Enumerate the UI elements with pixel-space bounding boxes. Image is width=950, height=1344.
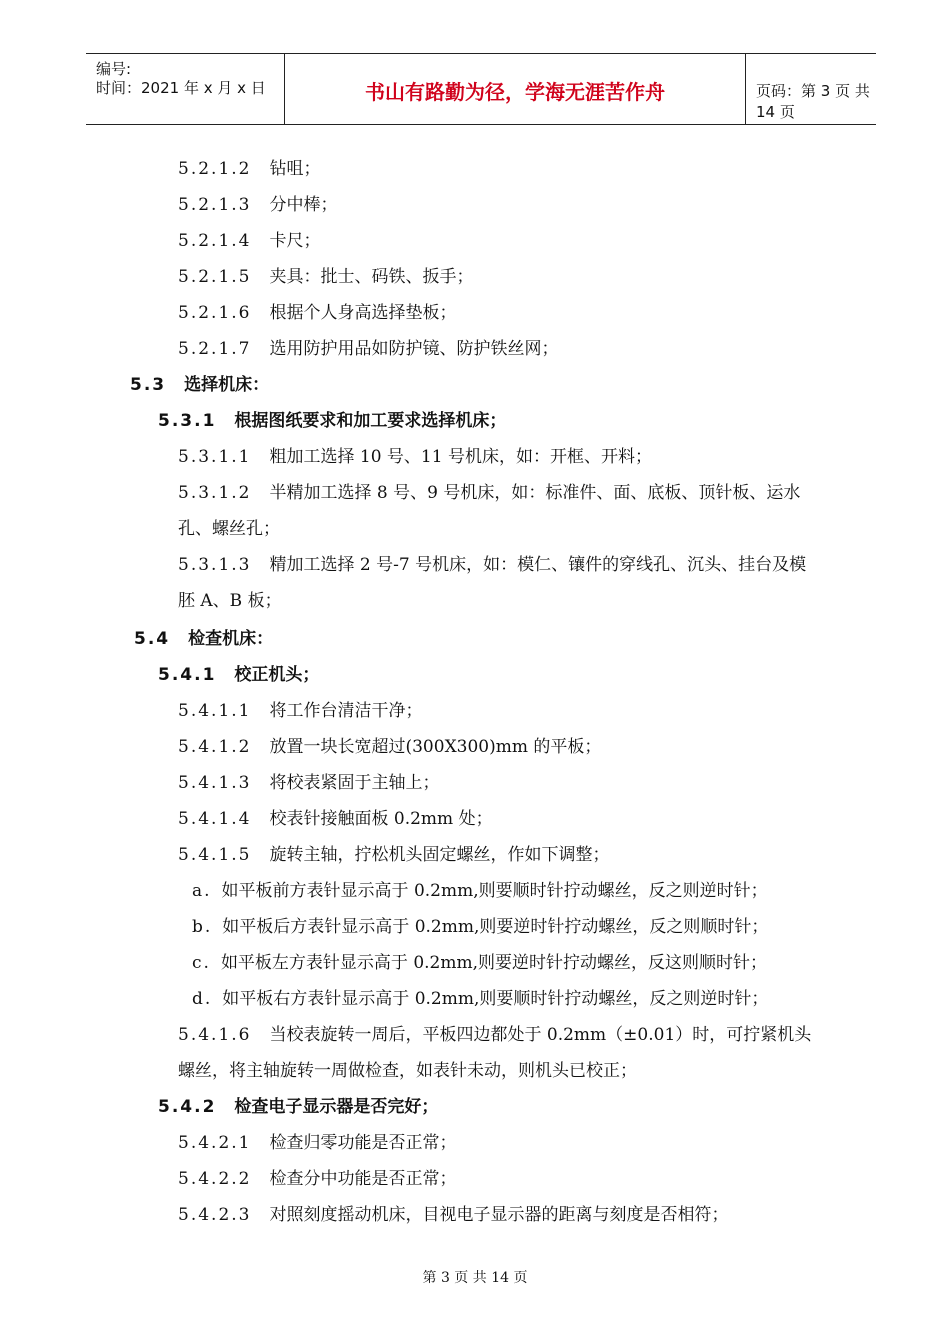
header-motto-cell [284,54,746,124]
list-item-continued: 孔、螺丝孔； [178,519,280,539]
list-item: 5.3.1.3 精加工选择 2 号-7 号机床，如：模仁、镶件的穿线孔、沉头、挂台及模 [178,555,807,575]
time-label: 时间：2021 年 x 月 x 日 [96,79,266,97]
header-meta-cell [86,54,284,124]
list-item: 5.4.1.1 将工作台清洁干净； [178,701,423,721]
list-item: 5.3.1.2 半精加工选择 8 号、9 号机床，如：标准件、面、底板、顶针板、运水 [178,483,801,503]
list-item: 5.2.1.3 分中棒； [178,195,338,215]
subsection-heading: 5.3.1 根据图纸要求和加工要求选择机床； [158,411,507,431]
sub-list-item: b. 如平板后方表针显示高于 0.2mm,则要逆时针拧动螺丝，反之则顺时针； [192,917,769,937]
subsection-heading: 5.4.2 检查电子显示器是否完好； [158,1097,439,1117]
list-item: 5.2.1.4 卡尺； [178,231,321,251]
list-item: 5.4.2.1 检查归零功能是否正常； [178,1133,457,1153]
motto: 书山有路勤为径，学海无涯苦作舟 [365,80,665,104]
list-item-continued: 胚 A、B 板； [178,591,282,611]
section-heading: 5.3 选择机床： [130,375,270,395]
list-item: 5.4.1.6 当校表旋转一周后，平板四边都处于 0.2mm（±0.01）时，可拧紧机头 [178,1025,812,1045]
list-item: 5.2.1.7 选用防护用品如防护镜、防护铁丝网； [178,339,559,359]
page-footer: 第 3 页 共 14 页 [422,1270,528,1286]
list-item: 5.2.1.5 夹具：批士、码铁、扳手； [178,267,474,287]
sub-list-item: a. 如平板前方表针显示高于 0.2mm,则要顺时针拧动螺丝，反之则逆时针； [192,881,768,901]
list-item: 5.3.1.1 粗加工选择 10 号、11 号机床，如：开框、开料； [178,447,652,467]
page-header [86,53,876,125]
sub-list-item: d. 如平板右方表针显示高于 0.2mm,则要顺时针拧动螺丝，反之则逆时针； [192,989,769,1009]
sub-list-item: c. 如平板左方表针显示高于 0.2mm,则要逆时针拧动螺丝，反这则顺时针； [192,953,768,973]
list-item: 5.4.1.2 放置一块长宽超过(300X300)mm 的平板； [178,737,602,757]
serial-label: 编号: [96,60,132,78]
header-page-cell [746,54,876,124]
section-heading: 5.4 检查机床： [134,629,274,649]
list-item: 5.4.1.5 旋转主轴，拧松机头固定螺丝，作如下调整； [178,845,610,865]
list-item: 5.4.1.4 校表针接触面板 0.2mm 处； [178,809,493,829]
list-item: 5.2.1.2 钻咀； [178,159,321,179]
page-info: 页码：第 3 页 共 14 页 [756,82,870,121]
list-item: 5.4.2.3 对照刻度摇动机床，目视电子显示器的距离与刻度是否相符； [178,1205,729,1225]
list-item: 5.4.1.3 将校表紧固于主轴上； [178,773,440,793]
list-item-continued: 螺丝，将主轴旋转一周做检查，如表针未动，则机头已校正； [178,1061,637,1081]
list-item: 5.4.2.2 检查分中功能是否正常； [178,1169,457,1189]
list-item: 5.2.1.6 根据个人身高选择垫板； [178,303,457,323]
subsection-heading: 5.4.1 校正机头； [158,665,320,685]
